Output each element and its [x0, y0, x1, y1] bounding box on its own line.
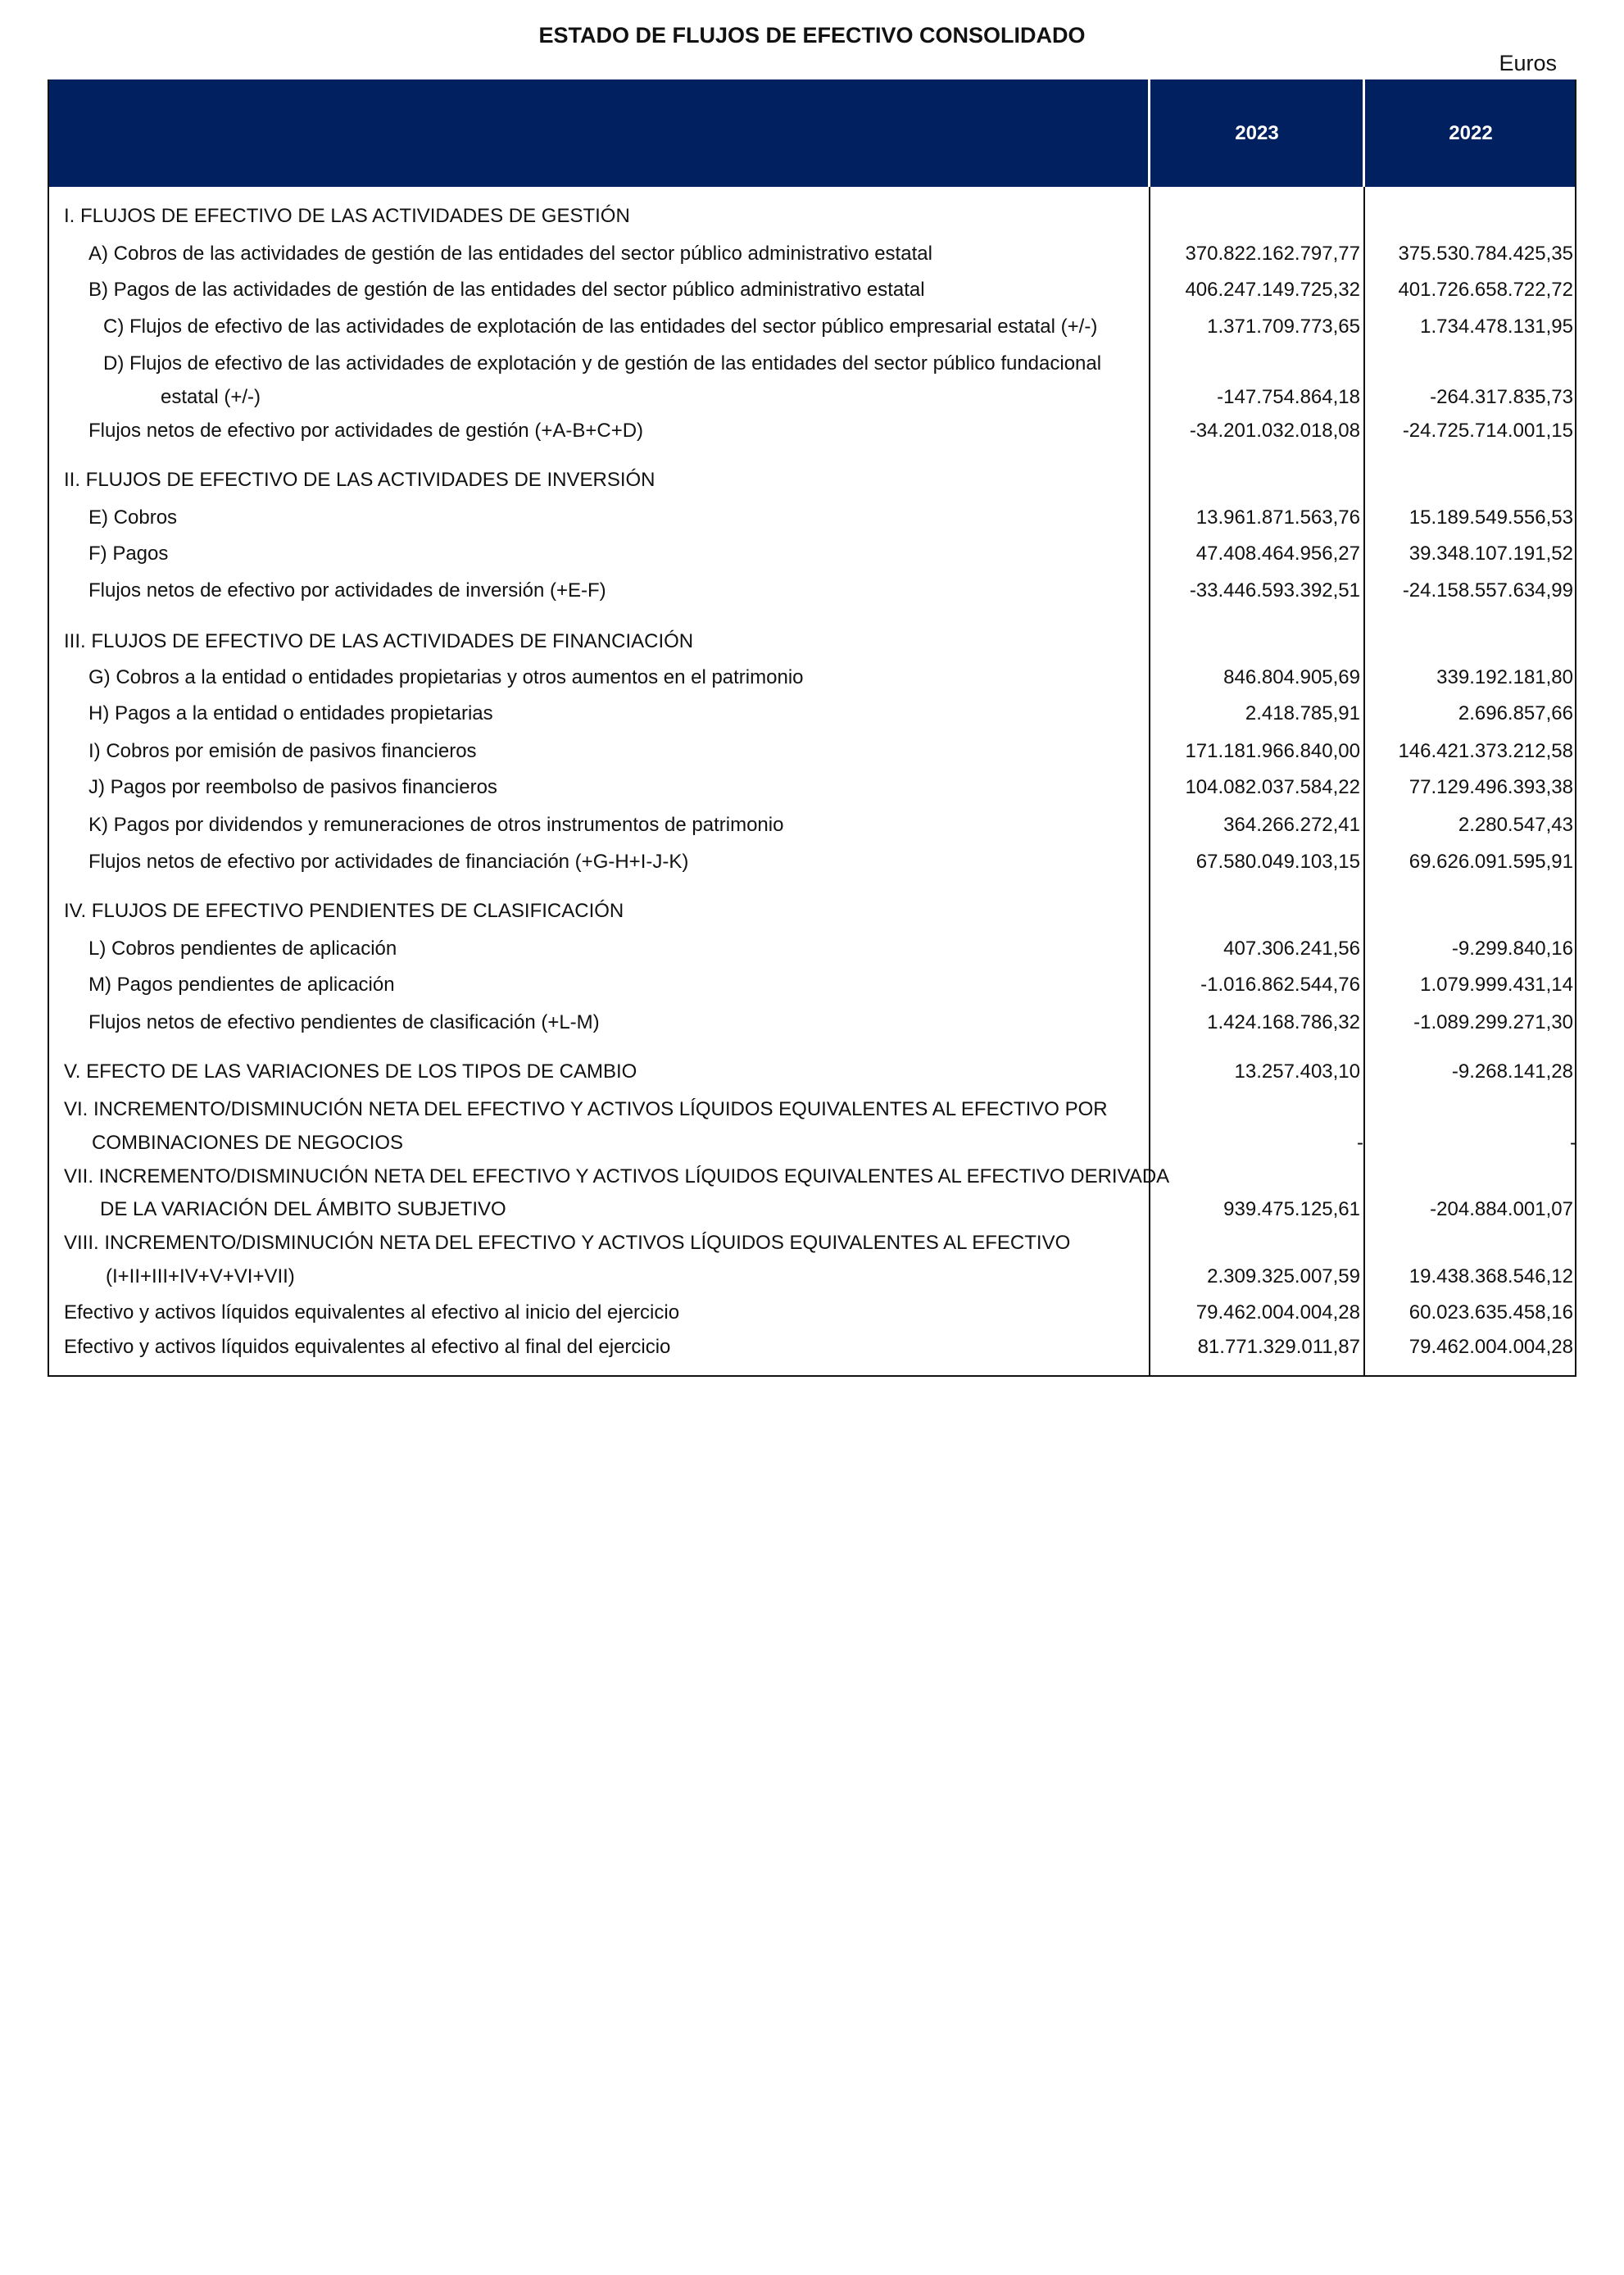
value-2022: 2.280.547,43: [1458, 814, 1573, 836]
value-2023: 2.309.325.007,59: [1207, 1265, 1360, 1287]
row-label: VII. INCREMENTO/DISMINUCIÓN NETA DEL EFECTIVO Y ACTIVOS LÍQUIDOS EQUIVALENTES AL EFECTIVO DERIVADA: [64, 1165, 1170, 1187]
row-label: G) Cobros a la entidad o entidades propietarias y otros aumentos en el patrimonio: [88, 666, 804, 688]
value-2023: 67.580.049.103,15: [1195, 851, 1360, 873]
row-label: Flujos netos de efectivo por actividades de gestión (+A-B+C+D): [88, 420, 644, 442]
value-2023: 171.181.966.840,00: [1185, 740, 1360, 762]
table-header: [49, 79, 1575, 187]
value-2022: -24.158.557.634,99: [1402, 579, 1573, 602]
row-label-continued: (I+II+III+IV+V+VI+VII): [106, 1265, 295, 1287]
value-2023: 13.961.871.563,76: [1195, 506, 1360, 529]
row-label: M) Pagos pendientes de aplicación: [88, 974, 395, 996]
value-2023: 104.082.037.584,22: [1185, 776, 1360, 798]
row-label: H) Pagos a la entidad o entidades propietarias: [88, 702, 493, 724]
row-label: VI. INCREMENTO/DISMINUCIÓN NETA DEL EFECTIVO Y ACTIVOS LÍQUIDOS EQUIVALENTES AL EFECTIVO POR: [64, 1098, 1108, 1120]
value-2023: 1.424.168.786,32: [1207, 1011, 1360, 1033]
value-2022: 339.192.181,80: [1436, 666, 1573, 688]
row-label: III. FLUJOS DE EFECTIVO DE LAS ACTIVIDADES DE FINANCIACIÓN: [64, 630, 694, 652]
value-2023: 370.822.162.797,77: [1185, 243, 1360, 265]
row-label: C) Flujos de efectivo de las actividades de explotación de las entidades del sector público empresarial estatal (+/-): [103, 316, 1098, 338]
value-2022: 77.129.496.393,38: [1409, 776, 1573, 798]
row-label: IV. FLUJOS DE EFECTIVO PENDIENTES DE CLASIFICACIÓN: [64, 900, 624, 922]
value-2023: 2.418.785,91: [1245, 702, 1360, 724]
row-label: A) Cobros de las actividades de gestión de las entidades del sector público administrativo estatal: [88, 243, 932, 265]
value-2022: 401.726.658.722,72: [1398, 279, 1573, 301]
value-2023: 407.306.241,56: [1223, 938, 1360, 960]
row-label: B) Pagos de las actividades de gestión de las entidades del sector público administrativo estatal: [88, 279, 925, 301]
value-2022: 79.462.004.004,28: [1409, 1336, 1573, 1358]
row-label: F) Pagos: [88, 543, 169, 565]
row-label: I) Cobros por emisión de pasivos financieros: [88, 740, 477, 762]
column-divider: [1363, 79, 1365, 1375]
row-label: Flujos netos de efectivo pendientes de clasificación (+L-M): [88, 1011, 600, 1033]
row-label: L) Cobros pendientes de aplicación: [88, 938, 397, 960]
row-label: I. FLUJOS DE EFECTIVO DE LAS ACTIVIDADES DE GESTIÓN: [64, 205, 630, 227]
document-title: ESTADO DE FLUJOS DE EFECTIVO CONSOLIDADO: [538, 23, 1086, 48]
value-2023: 364.266.272,41: [1223, 814, 1360, 836]
value-2023: -1.016.862.544,76: [1200, 974, 1360, 996]
row-label: Flujos netos de efectivo por actividades de financiación (+G-H+I-J-K): [88, 851, 689, 873]
value-2022: 19.438.368.546,12: [1409, 1265, 1573, 1287]
value-2023: -: [1357, 1132, 1363, 1154]
currency-unit: Euros: [1499, 51, 1557, 75]
value-2022: 69.626.091.595,91: [1409, 851, 1573, 873]
value-2022: 1.734.478.131,95: [1420, 316, 1573, 338]
value-2022: 375.530.784.425,35: [1398, 243, 1573, 265]
value-2023: -147.754.864,18: [1217, 386, 1360, 408]
header-2022: 2022: [1449, 122, 1493, 144]
row-label-continued: estatal (+/-): [161, 386, 261, 408]
row-label: II. FLUJOS DE EFECTIVO DE LAS ACTIVIDADES DE INVERSIÓN: [64, 469, 655, 491]
cash-flow-table: [48, 79, 1576, 1377]
row-label: D) Flujos de efectivo de las actividades de explotación y de gestión de las entidades del sector público fundacional: [103, 352, 1102, 375]
value-2023: 47.408.464.956,27: [1195, 543, 1360, 565]
value-2023: 406.247.149.725,32: [1185, 279, 1360, 301]
row-label: VIII. INCREMENTO/DISMINUCIÓN NETA DEL EFECTIVO Y ACTIVOS LÍQUIDOS EQUIVALENTES AL EFECTIVO: [64, 1232, 1071, 1254]
value-2023: 939.475.125,61: [1223, 1198, 1360, 1220]
row-label: E) Cobros: [88, 506, 178, 529]
value-2023: -34.201.032.018,08: [1189, 420, 1360, 442]
value-2022: -9.299.840,16: [1451, 938, 1573, 960]
row-label-continued: COMBINACIONES DE NEGOCIOS: [92, 1132, 404, 1154]
value-2023: 1.371.709.773,65: [1207, 316, 1360, 338]
value-2022: -1.089.299.271,30: [1413, 1011, 1573, 1033]
value-2022: 146.421.373.212,58: [1398, 740, 1573, 762]
row-label: Efectivo y activos líquidos equivalentes al efectivo al inicio del ejercicio: [64, 1301, 680, 1324]
value-2022: 2.696.857,66: [1458, 702, 1573, 724]
value-2023: -33.446.593.392,51: [1189, 579, 1360, 602]
value-2022: 15.189.549.556,53: [1409, 506, 1573, 529]
value-2023: 13.257.403,10: [1234, 1060, 1360, 1083]
value-2023: 81.771.329.011,87: [1197, 1336, 1360, 1358]
row-label: Flujos netos de efectivo por actividades de inversión (+E-F): [88, 579, 606, 602]
row-label: J) Pagos por reembolso de pasivos financieros: [88, 776, 497, 798]
value-2022: -204.884.001,07: [1430, 1198, 1573, 1220]
row-label: K) Pagos por dividendos y remuneraciones de otros instrumentos de patrimonio: [88, 814, 784, 836]
value-2023: 79.462.004.004,28: [1195, 1301, 1360, 1324]
value-2022: 39.348.107.191,52: [1409, 543, 1573, 565]
row-label-continued: DE LA VARIACIÓN DEL ÁMBITO SUBJETIVO: [100, 1198, 506, 1220]
value-2022: 60.023.635.458,16: [1409, 1301, 1573, 1324]
row-label: Efectivo y activos líquidos equivalentes al efectivo al final del ejercicio: [64, 1336, 671, 1358]
value-2022: 1.079.999.431,14: [1420, 974, 1573, 996]
value-2023: 846.804.905,69: [1223, 666, 1360, 688]
value-2022: -9.268.141,28: [1451, 1060, 1573, 1083]
value-2022: -: [1570, 1132, 1576, 1154]
value-2022: -24.725.714.001,15: [1402, 420, 1573, 442]
row-label: V. EFECTO DE LAS VARIACIONES DE LOS TIPOS DE CAMBIO: [64, 1060, 637, 1083]
header-2023: 2023: [1235, 122, 1279, 144]
value-2022: -264.317.835,73: [1430, 386, 1573, 408]
